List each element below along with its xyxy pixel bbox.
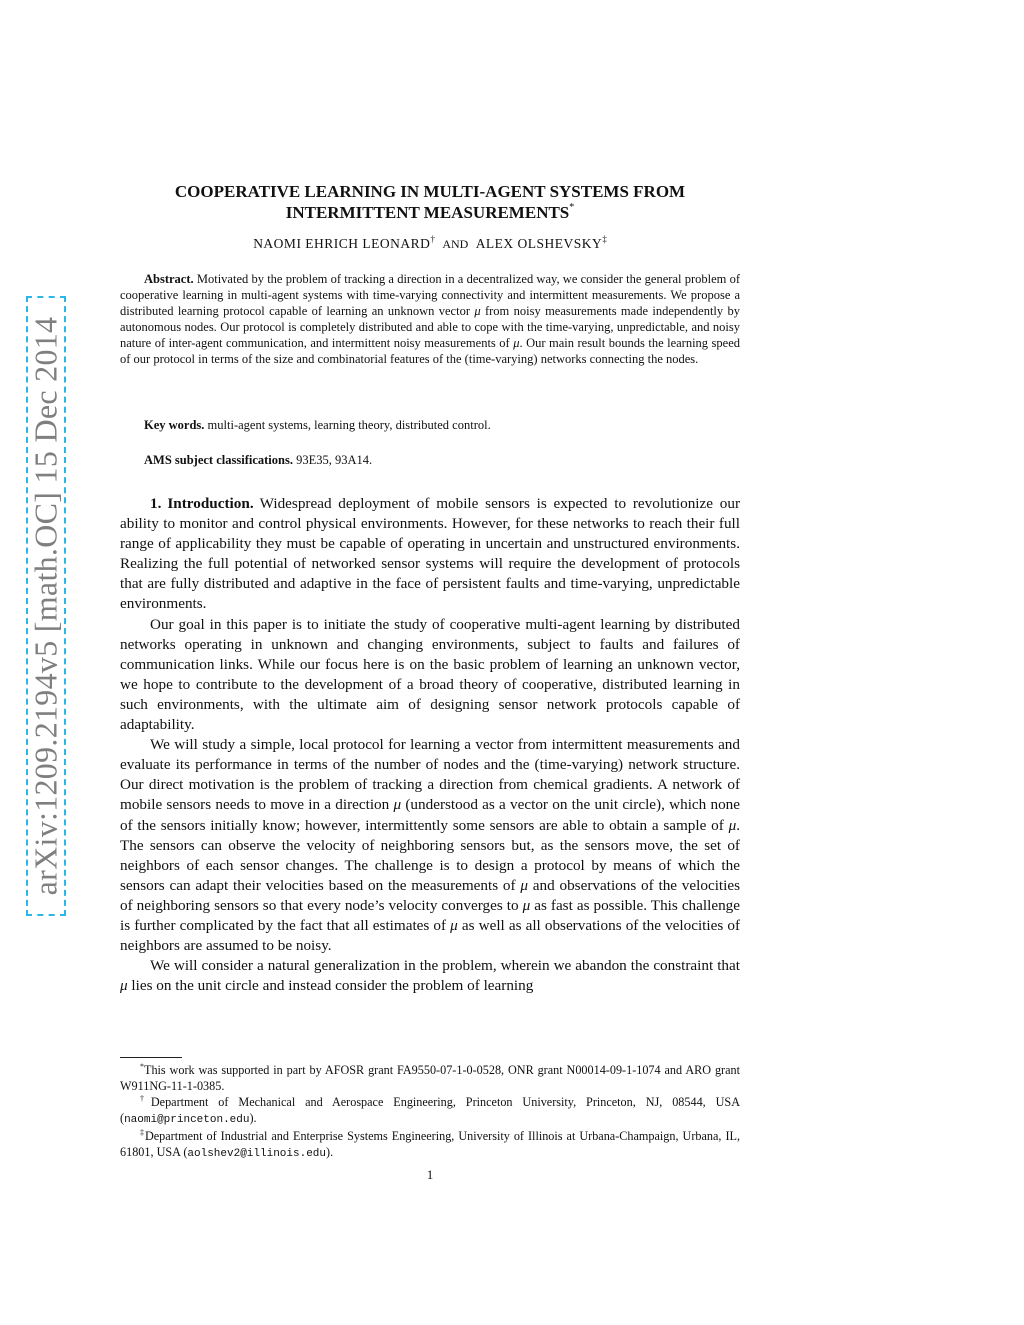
- intro-paragraph-2: Our goal in this paper is to initiate the study of cooperative multi-agent learning by distributed networks operating in unknown and changing environments, subject to faults and failures of communication links. While our focus here is on the basic problem of learning an unknown vector, we hope to contribute to the development of a broad theory of cooperative, distributed learning in such environments, with the ultimate aim of designing sensor network protocols capable of adaptability.: [120, 615, 740, 734]
- author-1-name: NAOMI EHRICH LEONARD: [253, 236, 431, 251]
- footnote-3-email[interactable]: aolshev2@illinois.edu: [187, 1148, 327, 1160]
- intro-paragraph-1: [120, 494, 740, 615]
- section-number: 1.: [150, 495, 162, 512]
- title-line-2-text: INTERMITTENT MEASUREMENTS: [285, 203, 570, 222]
- title-line-2: [120, 202, 740, 223]
- footnote-2-email[interactable]: naomi@princeton.edu: [124, 1114, 250, 1126]
- ams-label: AMS subject classifications.: [144, 453, 293, 467]
- footnote-1-mark: *: [140, 1062, 144, 1071]
- author-1-mark: †: [430, 234, 435, 244]
- keywords-text: multi-agent systems, learning theory, distributed control.: [207, 418, 491, 432]
- abstract-text-3: . Our main result bounds the learning speed of our protocol in terms of the size and combinatorial features of the (time-varying) networks connecting the nodes.: [120, 336, 741, 366]
- p3-mu-5: μ: [450, 916, 458, 934]
- abstract-mu-2: μ: [513, 336, 520, 350]
- footnote-2-end: ).: [249, 1111, 257, 1125]
- footnote-2: [120, 1094, 740, 1128]
- p3-text-c: . The sensors can observe the velocity of neighboring sensors but, as the sensors move, the set of neighbors of each sensor changes. The challenge is to design a protocol by means of which the sensors can adapt their velocities based on the measurements of: [120, 816, 740, 894]
- arxiv-stamp: [26, 296, 66, 916]
- abstract-mu-1: μ: [474, 304, 481, 318]
- footnote-3-text: Department of Industrial and Enterprise Systems Engineering, University of Illinois at Urbana-Champaign, Urbana, IL, 61801, USA (: [120, 1129, 740, 1159]
- p3-text-a: We will study a simple, local protocol for learning a vector from intermittent measurements and evaluate its performance in terms of the number of nodes and the (time-varying) network structure. Our direct motivation is the problem of tracking a direction from chemical gradients. A network of mobile sensors needs to move in a direction: [120, 736, 740, 814]
- p4-text-a: We will consider a natural generalization in the problem, wherein we abandon the constraint that: [150, 957, 740, 975]
- p3-text-f: as well as all observations of the velocities of neighbors are assumed to be noisy.: [120, 916, 741, 955]
- intro-paragraph-3: [120, 735, 740, 956]
- intro-paragraph-4: [120, 956, 740, 996]
- author-2-name: ALEX OLSHEVSKY: [475, 236, 603, 251]
- abstract-label: Abstract.: [144, 272, 194, 286]
- page-number: 1: [426, 1167, 434, 1182]
- footnote-3-end: ).: [326, 1145, 334, 1159]
- abstract-text-2: from noisy measurements made independently by autonomous nodes. Our protocol is completely distributed and able to cope with the time-varying, unpredictable, and noisy nature of inter-agent communication, and intermittent noisy measurements of: [120, 304, 741, 350]
- abstract-text-1: Motivated by the problem of tracking a direction in a decentralized way, we consider the general problem of cooperative learning in multi-agent systems with time-varying connectivity and intermittent measurements. We propose a distributed learning protocol capable of learning an unknown vector: [120, 272, 740, 318]
- keywords: [144, 418, 740, 433]
- intro-paragraph-1-text: Widespread deployment of mobile sensors is expected to revolutionize our ability to monitor and control physical environments. However, for these networks to reach their full range of applicability they must be capable of operating in uncertain and unstructured environments. Realizing the full potential of networked sensor systems will require the development of protocols that are fully distributed and adaptive in the face of persistent faults and time-varying, unpredictable environments.: [120, 495, 740, 613]
- p3-mu-1: μ: [393, 796, 402, 814]
- footnote-2-text: Department of Mechanical and Aerospace Engineering, Princeton University, Princeton, NJ, 08544, USA (: [120, 1095, 741, 1125]
- arxiv-identifier: arXiv:1209.2194v5 [math.OC] 15 Dec 2014: [27, 316, 64, 896]
- title-footnote-mark: *: [569, 202, 575, 213]
- p3-text-e: as fast as possible. This challenge is further complicated by the fact that all estimates of: [120, 896, 740, 934]
- p3-mu-2: μ: [728, 816, 737, 834]
- section-title: Introduction.: [167, 495, 254, 512]
- p3-mu-4: μ: [522, 896, 531, 914]
- title-line-1: COOPERATIVE LEARNING IN MULTI-AGENT SYSTEMS FROM: [174, 182, 686, 201]
- p3-text-d: and observations of the velocities of neighboring sensors so that every node’s velocity converges to: [120, 876, 741, 914]
- footnote-1: [120, 1062, 740, 1094]
- introduction-section: [120, 494, 740, 996]
- p4-text-b: lies on the unit circle and instead consider the problem of learning: [131, 977, 534, 995]
- abstract: [120, 271, 740, 367]
- author-2-mark: ‡: [602, 234, 607, 244]
- footnotes: [120, 1062, 740, 1162]
- author-line: [120, 236, 740, 252]
- paper-title: [120, 181, 740, 223]
- p3-text-b: (understood as a vector on the unit circle), which none of the sensors initially know; however, intermittently some sensors are able to obtain a sample of: [120, 796, 741, 834]
- footnote-3-mark: ‡: [140, 1128, 145, 1137]
- footnote-divider: [120, 1057, 182, 1058]
- ams-text: 93E35, 93A14.: [296, 453, 373, 467]
- p4-mu: μ: [120, 977, 128, 995]
- ams-classifications: [144, 453, 740, 468]
- author-conjunction: AND: [442, 237, 469, 251]
- keywords-label: Key words.: [144, 418, 205, 432]
- footnote-1-text: This work was supported in part by AFOSR grant FA9550-07-1-0-0528, ONR grant N00014-09-1-1074 and ARO grant W911NG-11-1-0385.: [120, 1063, 740, 1093]
- p3-mu-3: μ: [520, 876, 528, 894]
- footnote-3: [120, 1128, 740, 1162]
- footnote-2-mark: †: [140, 1094, 151, 1103]
